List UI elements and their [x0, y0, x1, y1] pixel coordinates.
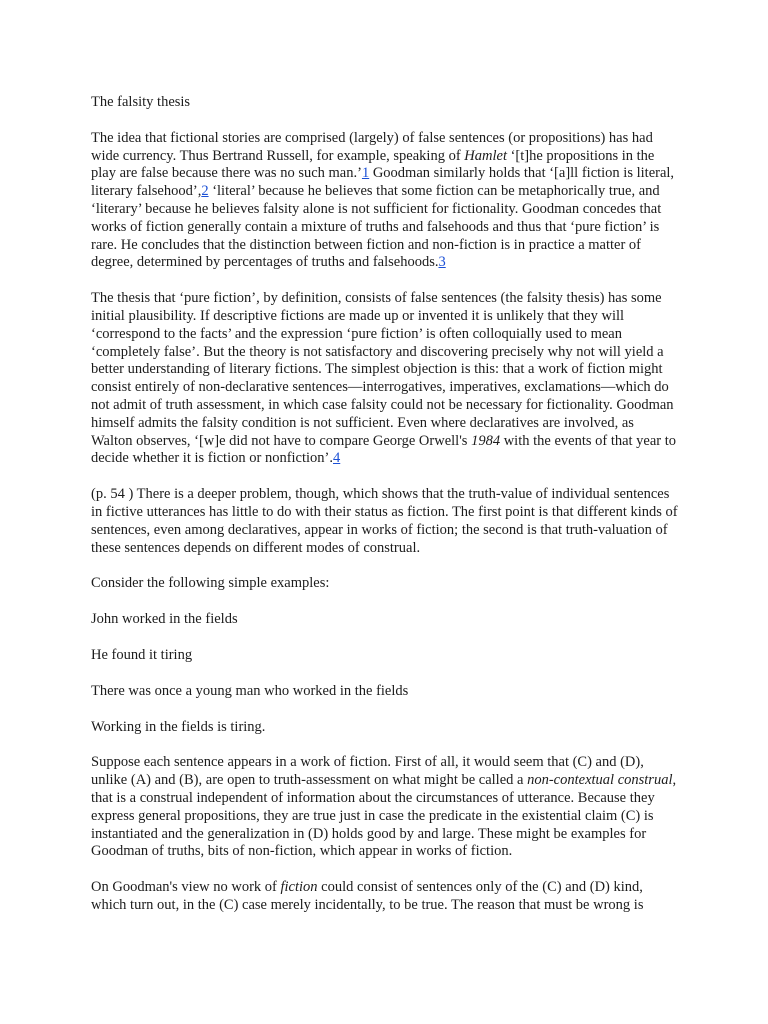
paragraph-1-text-d: ‘literal’ because he believes that some fiction can be metaphorically true, and ‘literary’ because he believes falsity alone is not sufficient for fictionality. Goodman concedes that works of fiction generally contain a mixture of truths and falsehoods and thus that ‘pure fiction’ is rare. He concludes that the distinction between fiction and non-fiction is in practice a matter of degree, determined by percentages of truths and falsehoods. [91, 183, 662, 271]
paragraph-2 [91, 290, 678, 468]
book-title-1984: 1984 [471, 432, 501, 449]
paragraph-2-text-b: with the events of that year to decide whether it is fiction or nonfiction’. [91, 432, 677, 467]
paragraph-6-text-b: could consist of sentences only of the (C) and (D) kind, which turn out, in the (C) case merely incidentally, to be true. The reason that must be wrong is [91, 879, 644, 913]
term-fiction: fiction [280, 879, 318, 896]
example-a: John worked in the fields [91, 611, 238, 628]
example-c: There was once a young man who worked in the fields [91, 682, 409, 699]
paragraph-1-text-a: The idea that fictional stories are comprised (largely) of false sentences (or propositions) has had wide currency. Thus Bertrand Russell, for example, speaking of [91, 129, 653, 164]
paragraph-2-text-a: The thesis that ‘pure fiction’, by definition, consists of false sentences (the falsity thesis) has some initial plausibility. If descriptive fictions are made up or invented it is unlikely that they will ‘correspond to the facts’ and the expression ‘pure fiction’ is often colloquially used to mean ‘completely false’. But the theory is not satisfactory and discovering precisely why not will yield a better understanding of literary fictions. The simplest objection is this: that a work of fiction might consist entirely of non-declarative sentences—interrogatives, imperatives, exclamations—which do not admit of truth assessment, in which case falsity could not be necessary for fictionality. Goodman himself admits the falsity condition is not sufficient. Even where declaratives are involved, as Walton observes, ‘[w]e did not have to compare George Orwell's [91, 290, 674, 449]
footnote-link-3[interactable]: 3 [438, 254, 446, 271]
term-non-contextual-construal: non-contextual construal [527, 772, 673, 789]
section-heading: The falsity thesis [91, 94, 191, 110]
paragraph-6 [91, 879, 678, 915]
footnote-link-4[interactable]: 4 [333, 450, 341, 467]
paragraph-5 [91, 754, 678, 861]
hamlet-title: Hamlet [464, 147, 507, 164]
paragraph-3: (p. 54 ) There is a deeper problem, though, which shows that the truth-value of individual sentences in fictive utterances has little to do with their status as fiction. The first point is that different kinds of sentences, even among declaratives, appear in works of fiction; the second is that truth-valuation of these sentences depends on different modes of construal. [91, 486, 678, 556]
footnote-link-2[interactable]: 2 [201, 183, 209, 200]
footnote-link-1[interactable]: 1 [361, 165, 370, 182]
paragraph-5-text-a: Suppose each sentence appears in a work of fiction. First of all, it would seem that (C) and (D), unlike (A) and (B), are open to truth-assessment on what might be called a [91, 754, 644, 789]
paragraph-4: Consider the following simple examples: [91, 575, 330, 592]
example-b: He found it tiring [91, 646, 193, 663]
paragraph-6-text-a: On Goodman's view no work of [91, 879, 281, 896]
paragraph-1 [91, 130, 678, 272]
paragraph-5-text-b: , that is a construal independent of information about the circumstances of utterance. Because they express general propositions, they are true just in case the predicate in the existential claim (C) is instantiated and the generalization in (D) holds good by and large. These might be examples for Goodman of truths, bits of non-fiction, which appear in works of fiction. [91, 772, 677, 860]
paragraph-1-text-b: ‘[t]he propositions in the play are false because there was no such man.’ [91, 147, 655, 182]
example-d: Working in the fields is tiring. [91, 718, 266, 735]
paragraph-1-text-c: Goodman similarly holds that ‘[a]ll fiction is literal, literary falsehood’, [91, 165, 675, 200]
